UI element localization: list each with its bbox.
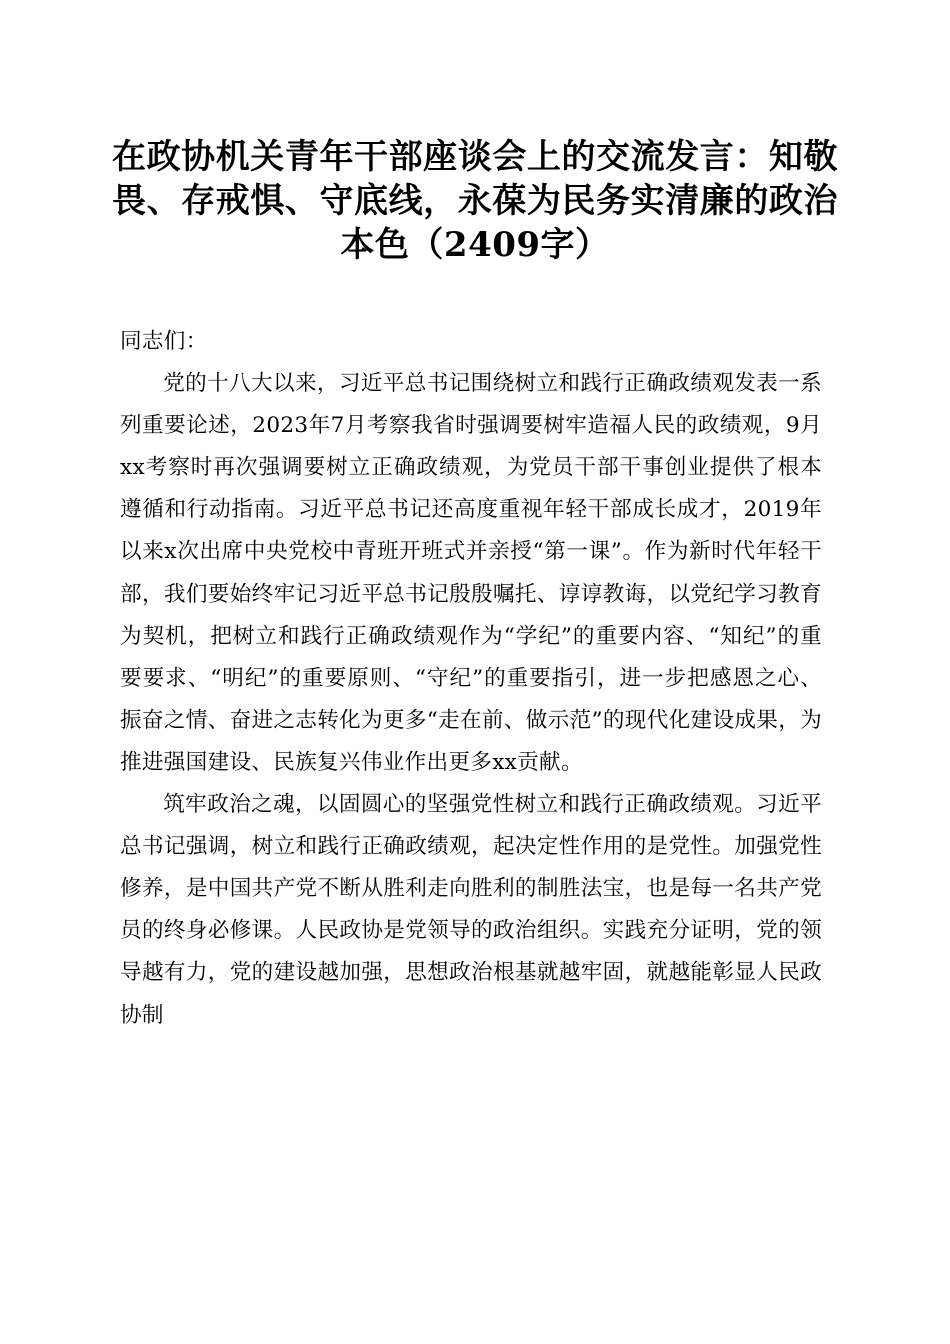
document-title: 在政协机关青年干部座谈会上的交流发言：知敬畏、存戒惧、守底线，永葆为民务实清廉的政治本色（2409字） — [112, 137, 838, 265]
salutation: 同志们： — [120, 329, 208, 354]
paragraph-1: 党的十八大以来，习近平总书记围绕树立和践行正确政绩观发表一系列重要论述，2023年7月考察我省时强调要树牢造福人民的政绩观，9月xx考察时再次强调要树立正确政绩观，为党员干部干事创业提供了根本遵循和行动指南。习近平总书记还高度重视年轻干部成长成才，2019年以来x次出席中央党校中青班开班式并亲授“第一课”。作为新时代年轻干部，我们要始终牢记习近平总书记殷殷嘱托、谆谆教诲，以党纪学习教育为契机，把树立和践行正确政绩观作为“学纪”的重要内容、“知纪”的重要要求、“明纪”的重要原则、“守纪”的重要指引，进一步把感恩之心、振奋之情、奋进之志转化为更多“走在前、做示范”的现代化建设成果，为推进强国建设、民族复兴伟业作出更多xx贡献。 — [120, 371, 822, 775]
document-body — [120, 321, 822, 1037]
paragraph-2: 筑牢政治之魂，以固圆心的坚强党性树立和践行正确政绩观。习近平总书记强调，树立和践行正确政绩观，起决定性作用的是党性。加强党性修养，是中国共产党不断从胜利走向胜利的制胜法宝，也是每一名共产党员的终身必修课。人民政协是党领导的政治组织。实践充分证明，党的领导越有力，党的建设越加强，思想政治根基就越牢固，就越能彰显人民政协制 — [120, 792, 822, 1028]
